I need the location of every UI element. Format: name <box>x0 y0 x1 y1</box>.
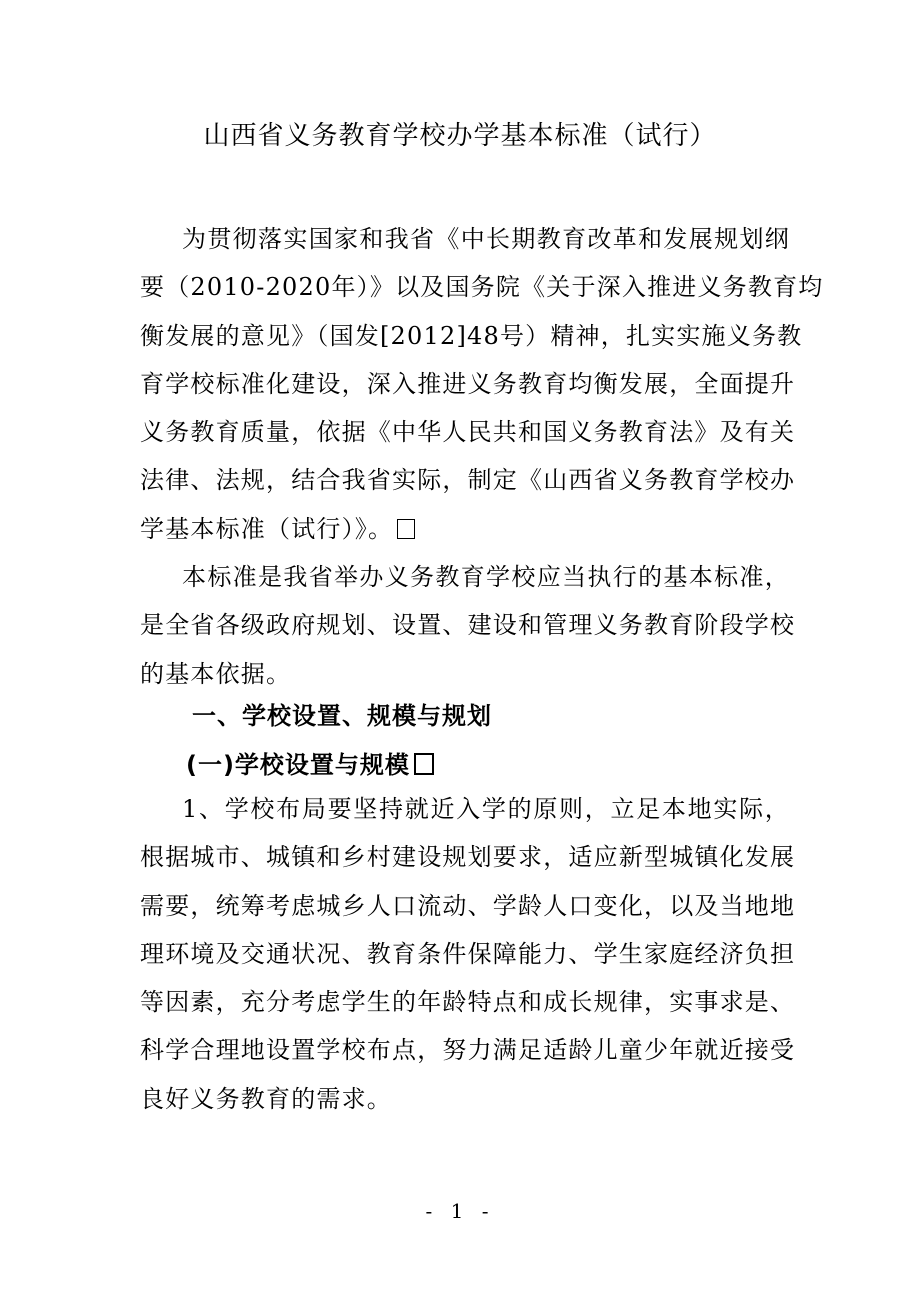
paragraph-line: 需要，统筹考虑城乡人口流动、学龄人口变化，以及当地地 <box>140 891 796 920</box>
paragraph-scope <box>140 553 796 698</box>
paragraph-line: 要（2010-2020年）》以及国务院《关于深入推进义务教育均 <box>140 273 824 302</box>
paragraph-line: 法律、法规，结合我省实际，制定《山西省义务教育学校办 <box>140 466 796 495</box>
paragraph-line: 义务教育质量，依据《中华人民共和国义务教育法》及有关 <box>140 418 796 447</box>
paragraph-line: 等因素，充分考虑学生的年龄特点和成长规律，实事求是、 <box>140 988 796 1017</box>
paragraph-line: 衡发展的意见》（国发[2012]48号）精神，扎实实施义务教 <box>140 321 803 350</box>
paragraph-line-last <box>140 505 790 553</box>
paragraph-line: 本标准是我省举办义务教育学校应当执行的基本标准， <box>182 563 790 591</box>
paragraph-line: 是全省各级政府规划、设置、建设和管理义务教育阶段学校 <box>140 611 796 640</box>
placeholder-box-icon <box>414 753 434 775</box>
paragraph-line: 科学合理地设置学校布点，努力满足适龄儿童少年就近接受 <box>140 1036 796 1065</box>
paragraph-preamble <box>140 215 824 553</box>
placeholder-box-icon <box>397 519 415 539</box>
section-heading: 一、学校设置、规模与规划 <box>192 702 492 730</box>
paragraph-line-text: 学基本标准（试行）》。 <box>140 514 394 543</box>
paragraph-line: 良好义务教育的需求。 <box>140 1084 392 1113</box>
paragraph-line: 根据城市、城镇和乡村建设规划要求，适应新型城镇化发展 <box>140 843 796 872</box>
subsection-heading <box>186 745 434 785</box>
page-number: - 1 - <box>425 1199 495 1223</box>
document-title: 山西省义务教育学校办学基本标准（试行） <box>203 121 717 151</box>
paragraph-line: 为贯彻落实国家和我省《中长期教育改革和发展规划纲 <box>182 225 790 253</box>
paragraph-layout-principle <box>140 785 796 1123</box>
paragraph-line: 理环境及交通状况、教育条件保障能力、学生家庭经济负担 <box>140 939 796 968</box>
subsection-heading-text: (一)学校设置与规模 <box>186 751 410 779</box>
paragraph-line: 1、学校布局要坚持就近入学的原则，立足本地实际， <box>182 795 790 823</box>
paragraph-line: 的基本依据。 <box>140 659 292 688</box>
paragraph-line: 育学校标准化建设，深入推进义务教育均衡发展，全面提升 <box>140 369 796 398</box>
